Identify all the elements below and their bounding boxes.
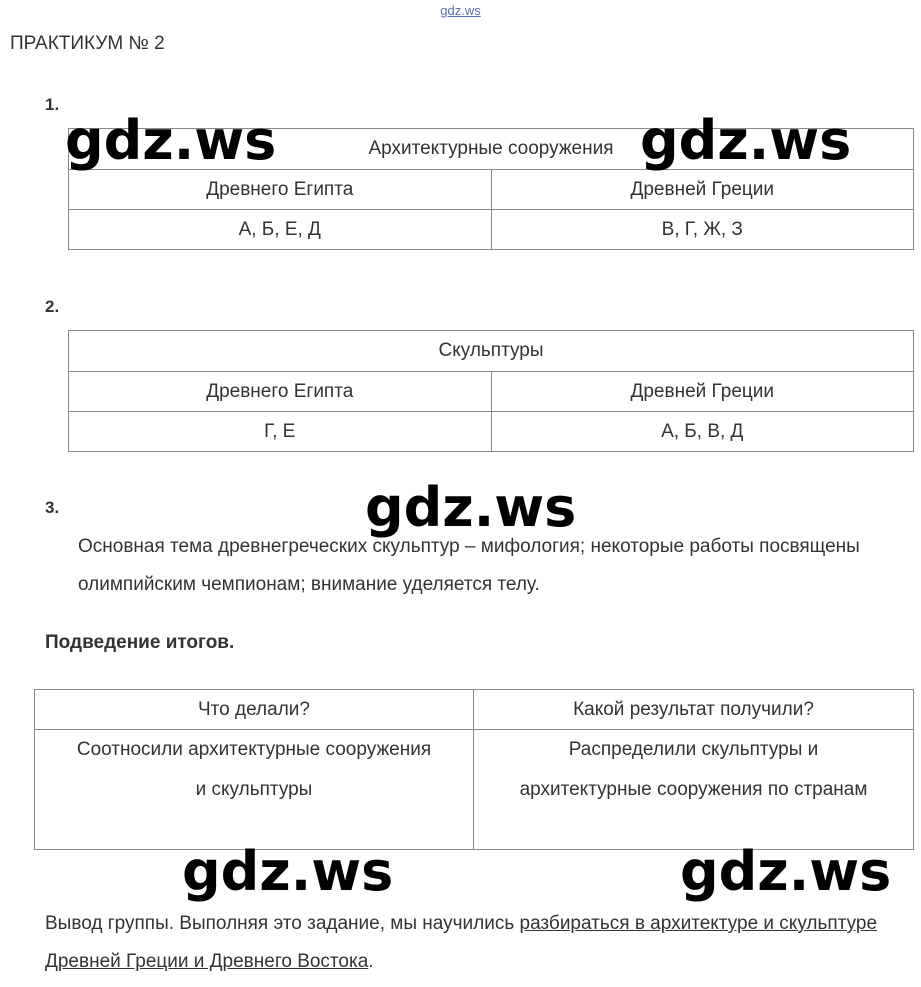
summary-cell-what-done: Соотносили архитектурные сооружения и скульптуры bbox=[35, 730, 474, 850]
summary-cell-result: Распределили скульптуры и архитектурные сооружения по странам bbox=[474, 730, 914, 850]
architecture-col-egypt: Древнего Египта bbox=[69, 170, 492, 210]
architecture-table-header: Архитектурные сооружения bbox=[69, 129, 914, 170]
conclusion-underlined: разбираться в архитектуре и скульптуре Древней Греции и Древнего Востока bbox=[45, 913, 878, 972]
sculptures-value-egypt: Г, Е bbox=[69, 412, 492, 452]
summary-head-result: Какой результат получили? bbox=[474, 690, 914, 730]
architecture-value-greece: В, Г, Ж, З bbox=[491, 210, 914, 250]
watermark: gdz.ws bbox=[640, 109, 852, 172]
watermark: gdz.ws bbox=[182, 840, 394, 903]
task-2-number: 2. bbox=[45, 297, 60, 316]
site-mark: gdz.ws bbox=[440, 3, 481, 18]
summary-title: Подведение итогов. bbox=[45, 632, 235, 653]
page-title: ПРАКТИКУМ № 2 bbox=[10, 33, 165, 54]
task-3-number: 3. bbox=[45, 498, 60, 517]
summary-head-what-done: Что делали? bbox=[35, 690, 474, 730]
summary-table bbox=[34, 689, 914, 850]
group-conclusion bbox=[45, 905, 905, 981]
task-1-number: 1. bbox=[45, 95, 60, 114]
sculptures-value-greece: А, Б, В, Д bbox=[491, 412, 914, 452]
task-3-answer: Основная тема древнегреческих скульптур – мифология; некоторые работы посвящены олимпийским чемпионам; внимание уделяется телу. bbox=[78, 536, 860, 595]
sculptures-col-greece: Древней Греции bbox=[491, 372, 914, 412]
sculptures-table bbox=[68, 330, 914, 452]
watermark: gdz.ws bbox=[65, 109, 277, 172]
architecture-value-egypt: А, Б, Е, Д bbox=[69, 210, 492, 250]
architecture-col-greece: Древней Греции bbox=[491, 170, 914, 210]
watermark: gdz.ws bbox=[680, 840, 892, 903]
conclusion-tail: . bbox=[368, 951, 374, 972]
sculptures-col-egypt: Древнего Египта bbox=[69, 372, 492, 412]
watermark: gdz.ws bbox=[365, 476, 577, 539]
sculptures-table-header: Скульптуры bbox=[69, 331, 914, 372]
conclusion-lead: Вывод группы. Выполняя это задание, мы научились bbox=[45, 913, 520, 934]
